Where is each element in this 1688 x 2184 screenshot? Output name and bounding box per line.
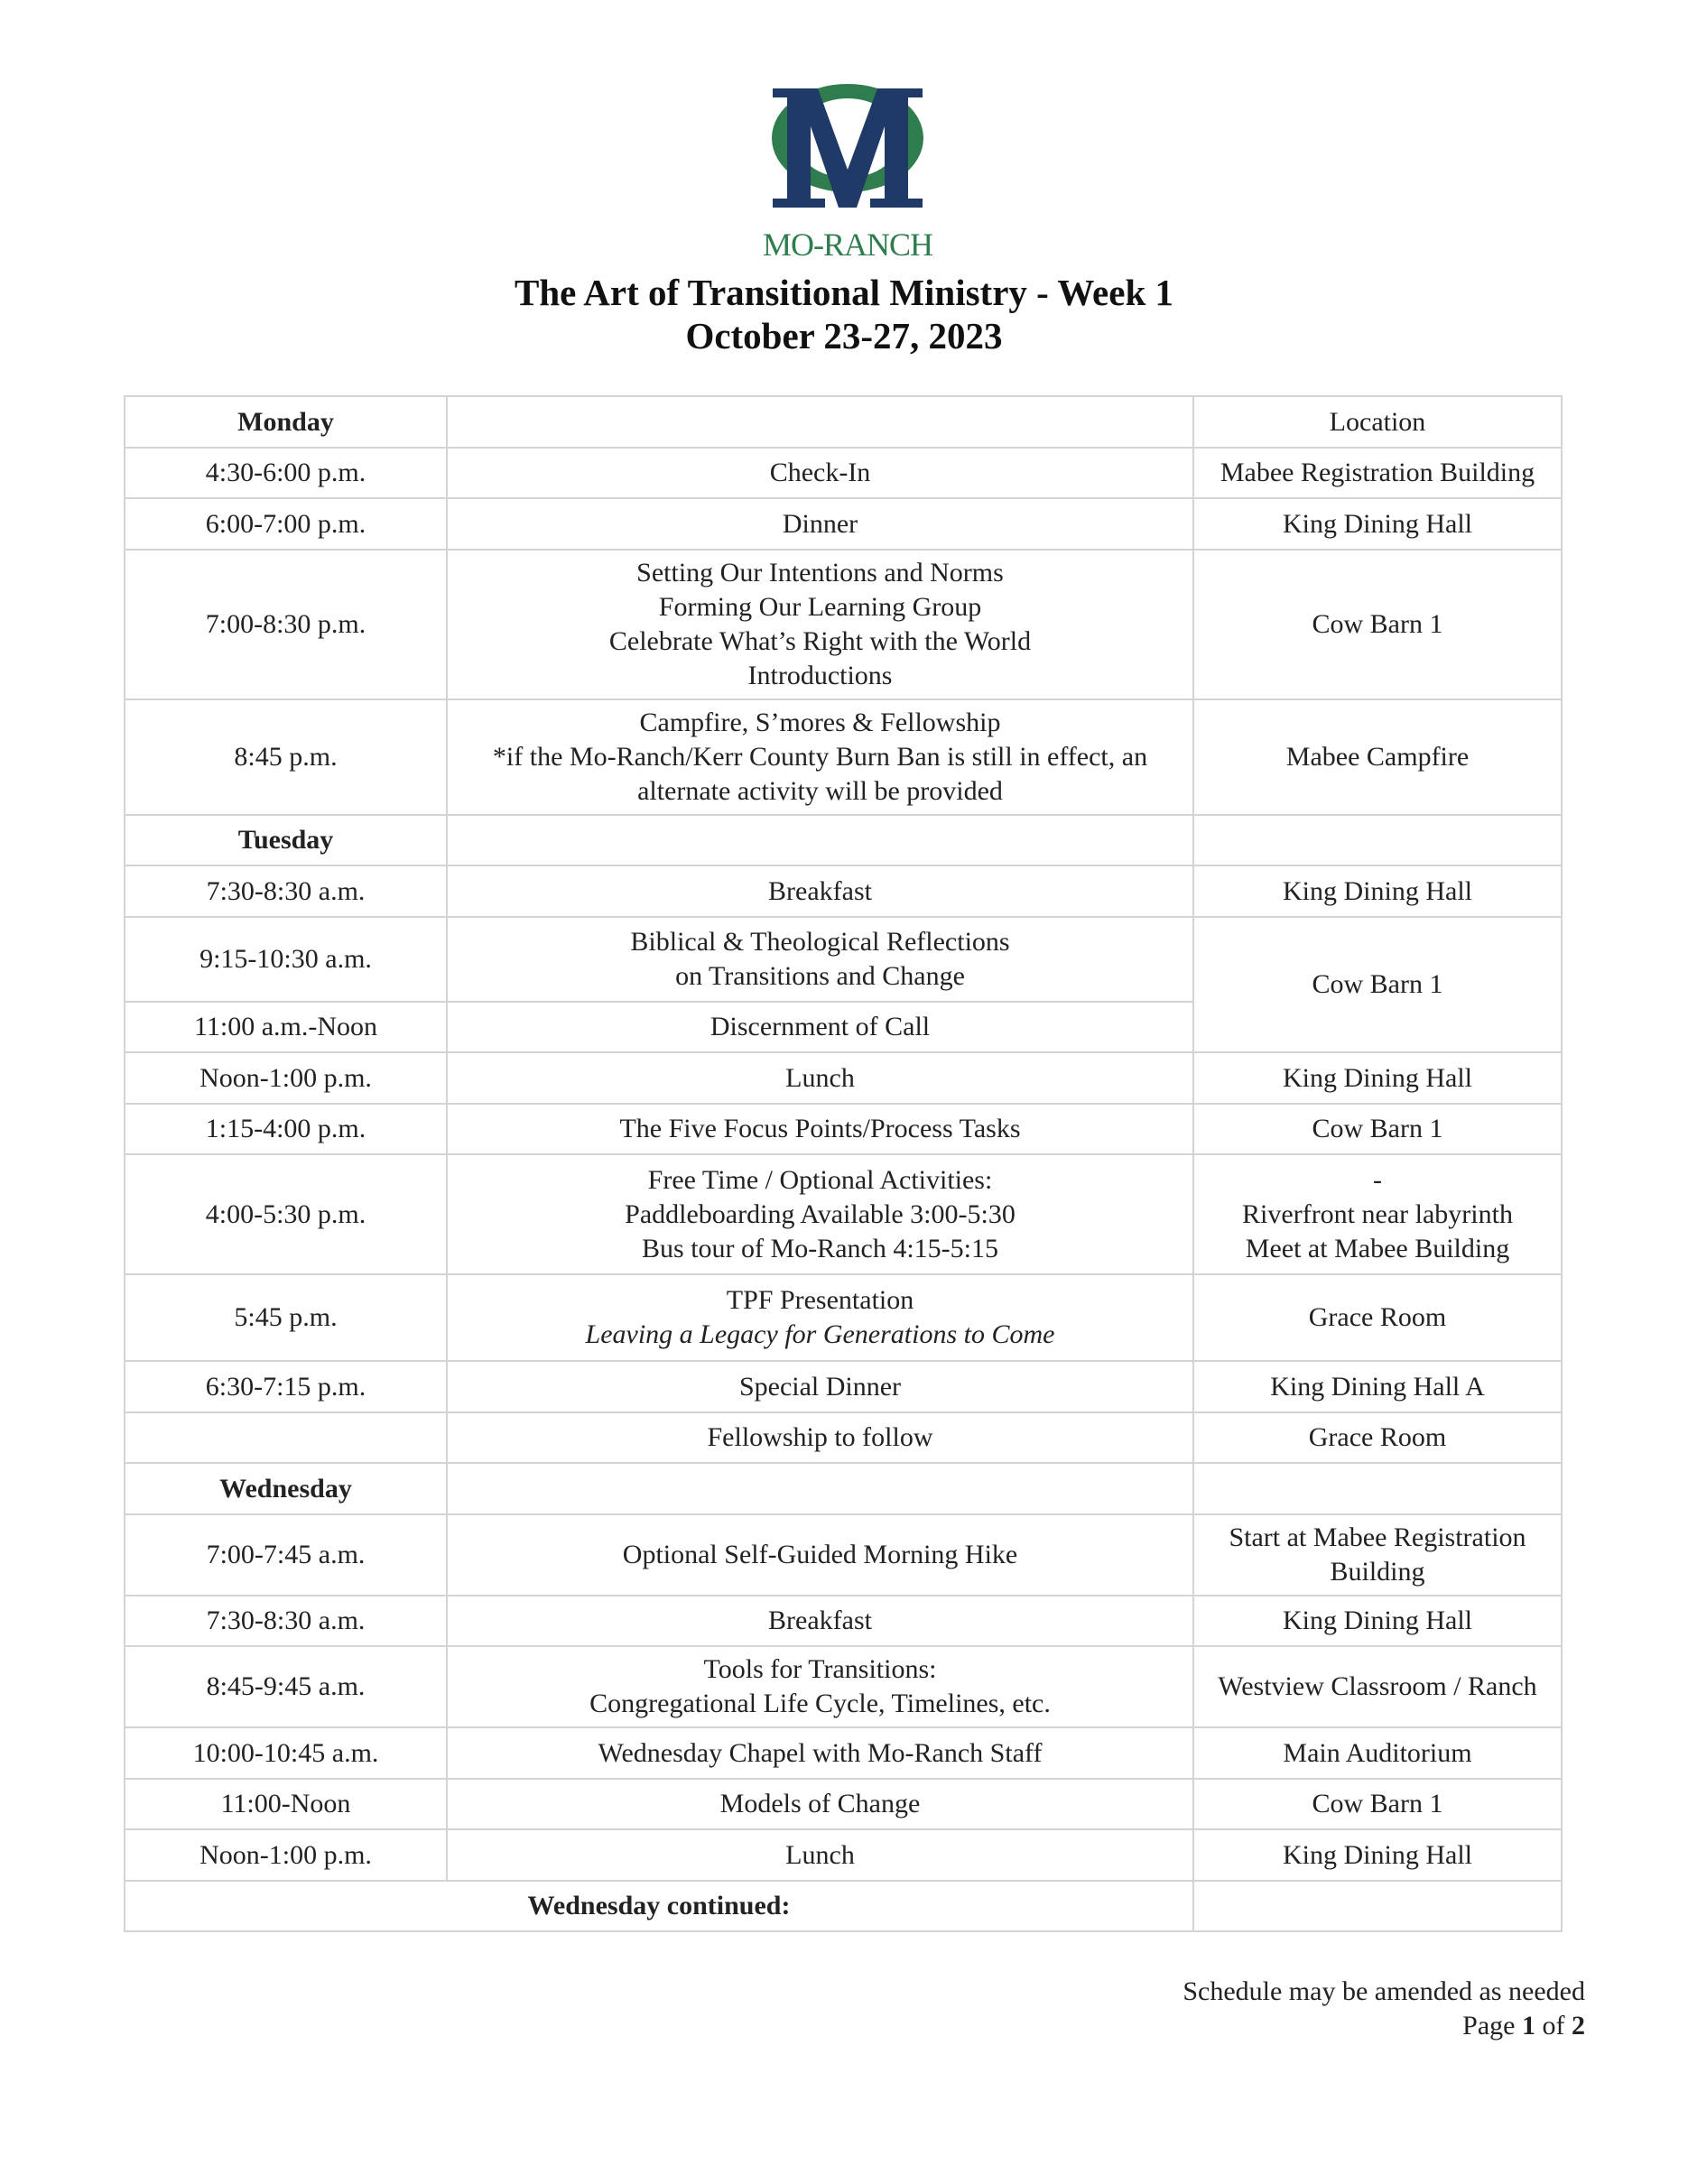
table-row [125, 1881, 1562, 1931]
activity-line: Campfire, S’mores & Fellowship [639, 708, 1001, 737]
table-row [125, 1646, 1562, 1727]
time-cell: Noon-1:00 p.m. [125, 1052, 447, 1104]
activity-line: Introductions [747, 661, 893, 690]
activity-cell: The Five Focus Points/Process Tasks [447, 1104, 1193, 1154]
activity-line: Paddleboarding Available 3:00-5:30 [625, 1198, 1016, 1229]
table-row [125, 498, 1562, 550]
time-cell: 4:00-5:30 p.m. [125, 1154, 447, 1274]
empty-cell [1193, 1881, 1562, 1931]
activity-cell: Dinner [447, 498, 1193, 550]
location-cell: Cow Barn 1 [1193, 917, 1562, 1052]
location-line: Riverfront near labyrinth [1242, 1198, 1513, 1229]
activity-cell: Discernment of Call [447, 1002, 1193, 1052]
location-cell: King Dining Hall [1193, 865, 1562, 917]
page-footer [1183, 1975, 1585, 2043]
activity-cell [447, 699, 1193, 815]
activity-cell [447, 1274, 1193, 1361]
activity-cell [447, 917, 1193, 1002]
table-row [125, 815, 1562, 865]
activity-cell [447, 1646, 1193, 1727]
empty-cell [447, 1463, 1193, 1514]
location-cell: King Dining Hall [1193, 498, 1562, 550]
empty-cell [447, 815, 1193, 865]
table-row [125, 1154, 1562, 1274]
activity-cell: Breakfast [447, 1596, 1193, 1646]
title-line-2: October 23-27, 2023 [685, 315, 1003, 356]
wednesday-continued-label: Wednesday continued: [125, 1881, 1193, 1931]
activity-line: Congregational Life Cycle, Timelines, etc. [589, 1689, 1051, 1718]
activity-line: Tools for Transitions: [703, 1654, 937, 1684]
logo-emblem-icon [762, 79, 933, 233]
location-cell: King Dining Hall [1193, 1596, 1562, 1646]
location-header: Location [1193, 396, 1562, 448]
time-cell: 7:30-8:30 a.m. [125, 865, 447, 917]
amendment-note: Schedule may be amended as needed [1183, 1976, 1585, 2006]
time-cell: 7:00-8:30 p.m. [125, 550, 447, 699]
activity-cell: Lunch [447, 1052, 1193, 1104]
time-cell: 10:00-10:45 a.m. [125, 1727, 447, 1779]
page-current: 1 [1522, 2011, 1535, 2041]
time-cell: 8:45 p.m. [125, 699, 447, 815]
activity-line: on Transitions and Change [675, 961, 965, 991]
page-number [1183, 2009, 1585, 2043]
table-row [125, 1727, 1562, 1779]
page-prefix: Page [1462, 2011, 1522, 2041]
location-line: - [1373, 1164, 1382, 1195]
location-cell: King Dining Hall [1193, 1052, 1562, 1104]
table-row [125, 1104, 1562, 1154]
mo-ranch-logo [762, 79, 933, 263]
location-cell: Cow Barn 1 [1193, 1104, 1562, 1154]
time-cell: 9:15-10:30 a.m. [125, 917, 447, 1002]
activity-cell: Lunch [447, 1829, 1193, 1881]
activity-cell: Models of Change [447, 1779, 1193, 1829]
activity-line: Setting Our Intentions and Norms [636, 558, 1004, 588]
location-cell: King Dining Hall [1193, 1829, 1562, 1881]
time-cell: 8:45-9:45 a.m. [125, 1646, 447, 1727]
activity-header [447, 396, 1193, 448]
activity-line: Biblical & Theological Reflections [630, 927, 1010, 957]
activity-cell: Special Dinner [447, 1361, 1193, 1412]
time-cell: 7:00-7:45 a.m. [125, 1514, 447, 1596]
table-row [125, 1274, 1562, 1361]
location-cell: Main Auditorium [1193, 1727, 1562, 1779]
table-row [125, 1361, 1562, 1412]
activity-cell: Optional Self-Guided Morning Hike [447, 1514, 1193, 1596]
location-cell: Cow Barn 1 [1193, 550, 1562, 699]
location-cell: Westview Classroom / Ranch [1193, 1646, 1562, 1727]
location-cell: Grace Room [1193, 1274, 1562, 1361]
location-cell: Start at Mabee Registration Building [1193, 1514, 1562, 1596]
location-cell: Mabee Registration Building [1193, 448, 1562, 498]
document-title [0, 271, 1688, 357]
location-cell: Cow Barn 1 [1193, 1779, 1562, 1829]
day-header-monday: Monday [125, 396, 447, 448]
table-row [125, 550, 1562, 699]
time-cell: 5:45 p.m. [125, 1274, 447, 1361]
activity-line: Forming Our Learning Group [658, 592, 982, 622]
time-cell: 4:30-6:00 p.m. [125, 448, 447, 498]
table-row [125, 699, 1562, 815]
time-cell: Noon-1:00 p.m. [125, 1829, 447, 1881]
day-header-tuesday: Tuesday [125, 815, 447, 865]
table-row [125, 396, 1562, 448]
table-row [125, 1596, 1562, 1646]
page-of: of [1535, 2011, 1572, 2041]
activity-cell: Wednesday Chapel with Mo-Ranch Staff [447, 1727, 1193, 1779]
location-cell: Grace Room [1193, 1412, 1562, 1463]
table-row [125, 1412, 1562, 1463]
schedule-table [124, 395, 1563, 1932]
location-cell [1193, 1154, 1562, 1274]
empty-cell [1193, 1463, 1562, 1514]
table-row [125, 1829, 1562, 1881]
time-cell: 11:00-Noon [125, 1779, 447, 1829]
activity-cell: Breakfast [447, 865, 1193, 917]
time-cell [125, 1412, 447, 1463]
time-cell: 7:30-8:30 a.m. [125, 1596, 447, 1646]
time-cell: 6:00-7:00 p.m. [125, 498, 447, 550]
table-row [125, 1779, 1562, 1829]
table-row [125, 448, 1562, 498]
table-row [125, 1463, 1562, 1514]
activity-cell: Check-In [447, 448, 1193, 498]
activity-cell [447, 1154, 1193, 1274]
activity-line: Bus tour of Mo-Ranch 4:15-5:15 [642, 1233, 998, 1263]
activity-line: Free Time / Optional Activities: [647, 1164, 993, 1195]
activity-line: Celebrate What’s Right with the World [608, 626, 1032, 656]
presentation-subtitle: Leaving a Legacy for Generations to Come [585, 1319, 1055, 1349]
table-row [125, 1514, 1562, 1596]
activity-cell: Fellowship to follow [447, 1412, 1193, 1463]
location-line: Meet at Mabee Building [1245, 1233, 1510, 1263]
activity-line: TPF Presentation [726, 1285, 914, 1315]
burn-ban-note: *if the Mo-Ranch/Kerr County Burn Ban is still in effect, an alternate activity will be provided [492, 742, 1148, 806]
time-cell: 11:00 a.m.-Noon [125, 1002, 447, 1052]
activity-cell [447, 550, 1193, 699]
table-row [125, 1052, 1562, 1104]
table-row [125, 917, 1562, 1002]
empty-cell [1193, 815, 1562, 865]
day-header-wednesday: Wednesday [125, 1463, 447, 1514]
time-cell: 6:30-7:15 p.m. [125, 1361, 447, 1412]
time-cell: 1:15-4:00 p.m. [125, 1104, 447, 1154]
table-row [125, 865, 1562, 917]
logo-wordmark: MO-RANCH [762, 227, 932, 263]
location-cell: King Dining Hall A [1193, 1361, 1562, 1412]
title-line-1: The Art of Transitional Ministry - Week 1 [514, 272, 1174, 313]
page-total: 2 [1572, 2011, 1585, 2041]
location-cell: Mabee Campfire [1193, 699, 1562, 815]
